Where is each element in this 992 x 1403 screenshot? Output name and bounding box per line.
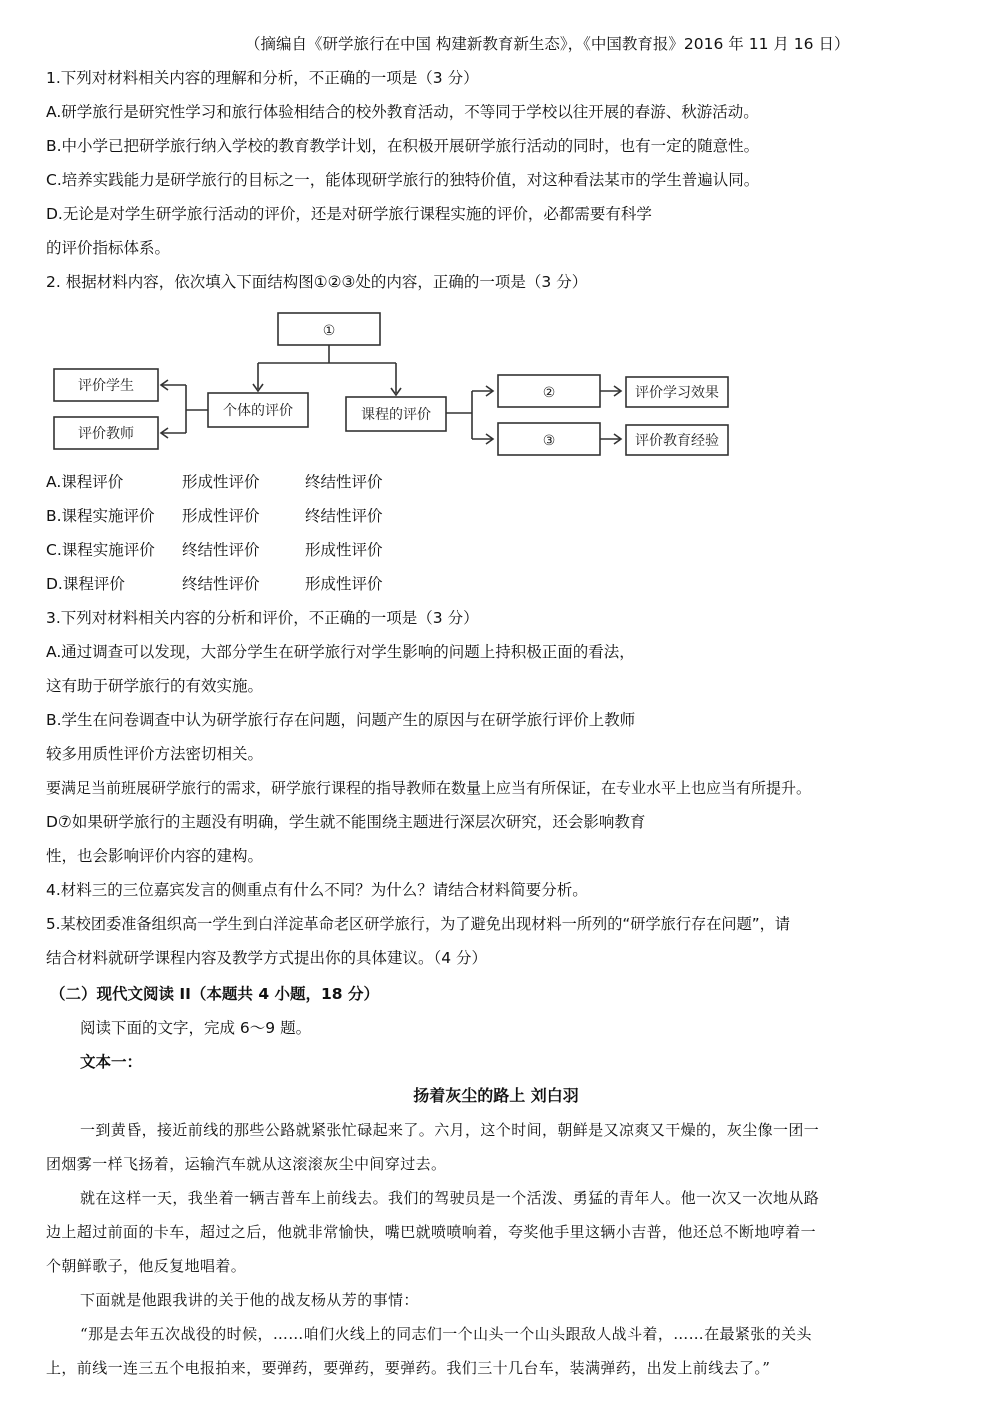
text-one-label: 文本一：: [80, 1053, 143, 1071]
q1-option-c: C.培养实践能力是研学旅行的目标之一，能体现研学旅行的独特价值，对这种看法某市的学生普遍认同。: [46, 171, 760, 189]
diagram-label-3: ③: [542, 433, 556, 449]
q3-option-a: A.通过调查可以发现，大部分学生在研学旅行对学生影响的问题上持积极正面的看法，: [46, 643, 635, 661]
q2-c-col2: 终结性评价: [182, 541, 260, 559]
q3-option-c: 要满足当前班展研学旅行的需求，研学旅行课程的指导教师在数量上应当有所保证，在专业水平上也应当有所提升。: [46, 779, 812, 797]
source-citation: （摘编自《研学旅行在中国 构建新教育新生态》，《中国教育报》2016 年 11 月 16 日）: [245, 35, 850, 53]
paragraph-line: 就在这样一天，我坐着一辆吉普车上前线去。我们的驾驶员是一个活泼、勇猛的青年人。他一次又一次地从路: [80, 1189, 820, 1207]
diagram-label-course: 课程的评价: [361, 407, 431, 423]
q3-stem: 3.下列对材料相关内容的分析和评价，不正确的一项是（3 分）: [46, 609, 479, 627]
q2-option-c: [46, 540, 383, 560]
q1-option-a: A.研学旅行是研究性学习和旅行体验相结合的校外教育活动，不等同于学校以往开展的春游、秋游活动。: [46, 103, 759, 121]
q2-b-col2: 形成性评价: [182, 507, 260, 525]
paragraph-line: 团烟雾一样飞扬着，运输汽车就从这滚滚灰尘中间穿过去。: [46, 1155, 447, 1173]
q2-c-col1: C.课程实施评价: [46, 541, 155, 559]
section-heading: （二）现代文阅读 II（本题共 4 小题，18 分）: [50, 985, 379, 1003]
q2-d-col2: 终结性评价: [182, 575, 260, 593]
q2-b-col3: 终结性评价: [305, 507, 383, 525]
q5-stem-cont: 结合材料就研学课程内容及教学方式提出你的具体建议。（4 分）: [46, 949, 488, 967]
q1-stem: 1.下列对材料相关内容的理解和分析，不正确的一项是（3 分）: [46, 69, 479, 87]
q1-option-b: B.中小学已把研学旅行纳入学校的教育教学计划，在积极开展研学旅行活动的同时，也有一定的随意性。: [46, 137, 760, 155]
q2-a-col3: 终结性评价: [305, 473, 383, 491]
paragraph-line: 一到黄昏，接近前线的那些公路就紧张忙碌起来了。六月，这个时间，朝鲜是又凉爽又干燥的，灰尘像一团一: [80, 1121, 820, 1139]
q3-option-d-cont: 性，也会影响评价内容的建构。: [46, 847, 264, 865]
diagram-label-effect: 评价学习效果: [635, 385, 719, 401]
q2-a-col1: A.课程评价: [46, 473, 124, 491]
diagram-label-teacher: 评价教师: [78, 426, 134, 442]
diagram-label-2: ②: [542, 385, 556, 401]
q1-option-d: D.无论是对学生研学旅行活动的评价，还是对研学旅行课程实施的评价，必都需要有科学: [46, 205, 652, 223]
q2-c-col3: 形成性评价: [305, 541, 383, 559]
paragraph-line: 边上超过前面的卡车，超过之后，他就非常愉快，嘴巴就喷喷响着，夸奖他手里这辆小吉普，他还总不断地哼着一: [46, 1223, 817, 1241]
q2-d-col3: 形成性评价: [305, 575, 383, 593]
paragraph-line: 个朝鲜歌子，他反复地唱着。: [46, 1257, 247, 1275]
article-title: 扬着灰尘的路上 刘白羽: [413, 1086, 579, 1105]
reading-instruction: 阅读下面的文字，完成 6～9 题。: [80, 1019, 312, 1037]
q1-option-d-cont: 的评价指标体系。: [46, 239, 171, 257]
q2-stem: 2. 根据材料内容，依次填入下面结构图①②③处的内容，正确的一项是（3 分）: [46, 273, 588, 291]
paragraph-line: “那是去年五次战役的时候，……咱们火线上的同志们一个山头一个山头跟敌人战斗着，……在最紧张的关头: [80, 1325, 812, 1343]
q4-stem: 4.材料三的三位嘉宾发言的侧重点有什么不同？为什么？请结合材料简要分析。: [46, 881, 588, 899]
q3-option-b: B.学生在问卷调查中认为研学旅行存在问题，问题产生的原因与在研学旅行评价上教师: [46, 711, 636, 729]
q2-option-d: [46, 574, 383, 594]
q3-option-b-cont: 较多用质性评价方法密切相关。: [46, 745, 264, 763]
diagram-label-student: 评价学生: [78, 378, 134, 394]
q2-d-col1: D.课程评价: [46, 575, 125, 593]
q5-stem: 5.某校团委准备组织高一学生到白洋淀革命老区研学旅行，为了避免出现材料一所列的“研学旅行存在问题”，请: [46, 915, 791, 933]
paragraph-line: 下面就是他跟我讲的关于他的战友杨从芳的事情：: [80, 1291, 419, 1309]
diagram-label-experience: 评价教育经验: [635, 433, 719, 449]
q3-option-a-cont: 这有助于研学旅行的有效实施。: [46, 677, 264, 695]
structure-diagram: [46, 305, 736, 465]
paragraph-line: 上，前线一连三五个电报拍来，要弹药，要弹药，要弹药。我们三十几台车，装满弹药，出发上前线去了。”: [46, 1359, 771, 1377]
q2-option-a: [46, 472, 383, 492]
diagram-label-1: ①: [322, 323, 336, 339]
q2-b-col1: B.课程实施评价: [46, 507, 155, 525]
q2-option-b: [46, 506, 383, 526]
diagram-label-individual: 个体的评价: [223, 403, 293, 419]
q3-option-d: D⑦如果研学旅行的主题没有明确，学生就不能围绕主题进行深层次研究，还会影响教育: [46, 813, 646, 831]
q2-a-col2: 形成性评价: [182, 473, 260, 491]
